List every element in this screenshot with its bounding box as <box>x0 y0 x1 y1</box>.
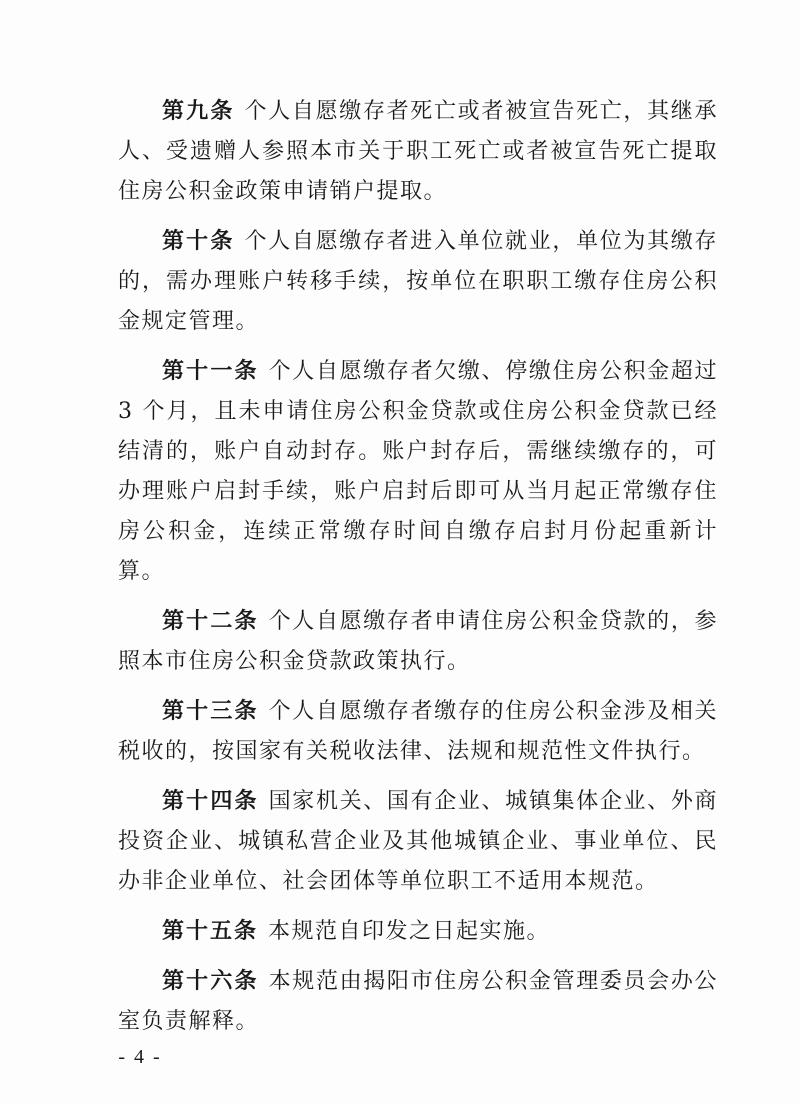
article-text: 国家机关、国有企业、城镇集体企业、外商投资企业、城镇私营企业及其他城镇企业、事业单位、民办非企业单位、社会团体等单位职工不适用本规范。 <box>118 789 718 894</box>
article-11 <box>118 352 718 592</box>
article-12 <box>118 602 718 682</box>
article-title: 第十二条 <box>162 609 259 634</box>
article-text: 个人自愿缴存者死亡或者被宣告死亡，其继承人、受遗赠人参照本市关于职工死亡或者被宣告死亡提取住房公积金政策申请销户提取。 <box>118 99 718 204</box>
article-title: 第九条 <box>162 99 235 124</box>
article-15 <box>118 912 718 952</box>
article-title: 第十五条 <box>162 919 259 944</box>
article-text: 个人自愿缴存者进入单位就业，单位为其缴存的，需办理账户转移手续，按单位在职职工缴存住房公积金规定管理。 <box>118 229 718 334</box>
document-body <box>118 92 718 1052</box>
article-text: 个人自愿缴存者欠缴、停缴住房公积金超过 3 个月，且未申请住房公积金贷款或住房公积金贷款已经结清的，账户自动封存。账户封存后，需继续缴存的，可办理账户启封手续，账户启封后即可从当月起正常缴存住房公积金，连续正常缴存时间自缴存启封月份起重新计算。 <box>118 359 718 584</box>
article-13 <box>118 692 718 772</box>
article-10 <box>118 222 718 342</box>
article-text: 个人自愿缴存者缴存的住房公积金涉及相关税收的，按国家有关税收法律、法规和规范性文件执行。 <box>118 699 718 764</box>
article-title: 第十四条 <box>162 789 259 814</box>
article-title: 第十条 <box>162 229 235 254</box>
article-16 <box>118 962 718 1042</box>
article-text: 本规范自印发之日起实施。 <box>268 919 551 944</box>
article-title: 第十三条 <box>162 699 259 724</box>
article-title: 第十六条 <box>162 969 259 994</box>
article-text: 个人自愿缴存者申请住房公积金贷款的，参照本市住房公积金贷款政策执行。 <box>118 609 718 674</box>
article-14 <box>118 782 718 902</box>
article-9 <box>118 92 718 212</box>
page-number: - 4 - <box>118 1046 162 1068</box>
article-text: 本规范由揭阳市住房公积金管理委员会办公室负责解释。 <box>118 969 718 1034</box>
article-title: 第十一条 <box>162 359 259 384</box>
